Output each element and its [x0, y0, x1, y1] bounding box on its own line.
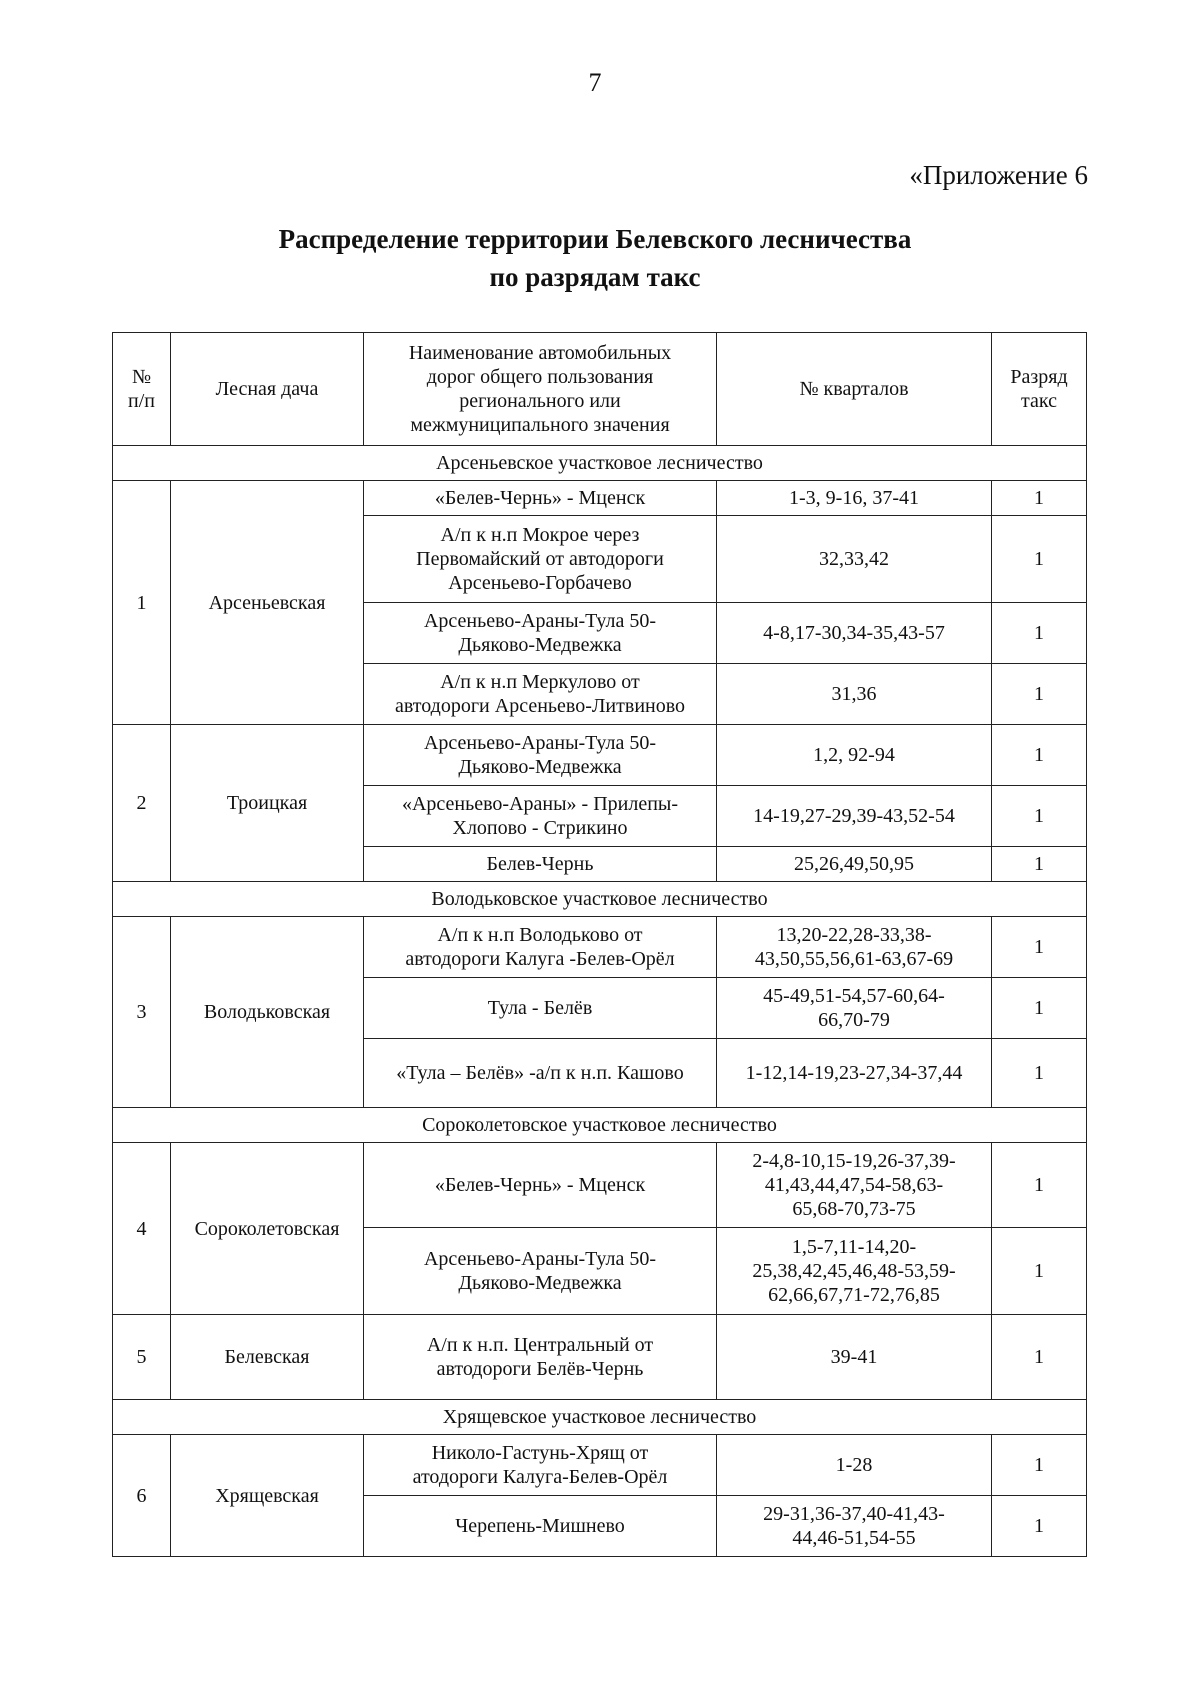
section-title: Хрящевское участковое лесничество: [113, 1400, 1087, 1435]
header-forest-dacha: Лесная дача: [171, 333, 364, 446]
group-num: 5: [113, 1315, 171, 1400]
group-dacha: Хрящевская: [171, 1435, 364, 1557]
quarters-cell: 1-12,14-19,23-27,34-37,44: [717, 1039, 992, 1108]
rank-cell: 1: [992, 1496, 1087, 1557]
quarters-cell: 1-28: [717, 1435, 992, 1496]
group-num: 4: [113, 1143, 171, 1315]
road-cell: Николо-Гастунь-Хрящ от атодороги Калуга-Белев-Орёл: [364, 1435, 717, 1496]
rank-cell: 1: [992, 1435, 1087, 1496]
group-num: 6: [113, 1435, 171, 1557]
rank-cell: 1: [992, 978, 1087, 1039]
quarters-cell: 1,5-7,11-14,20- 25,38,42,45,46,48-53,59- 62,66,67,71-72,76,85: [717, 1228, 992, 1315]
road-cell: А/п к н.п Мокрое через Первомайский от автодороги Арсеньево-Горбачево: [364, 516, 717, 603]
document-title: [0, 220, 1190, 296]
quarters-cell: 1-3, 9-16, 37-41: [717, 481, 992, 516]
table-header-row: [113, 333, 1087, 446]
group-dacha: Арсеньевская: [171, 481, 364, 725]
road-cell: Черепень-Мишнево: [364, 1496, 717, 1557]
group-dacha: Володьковская: [171, 917, 364, 1108]
header-tax-rank: Разряд такс: [992, 333, 1087, 446]
section-row: [113, 882, 1087, 917]
section-row: [113, 1400, 1087, 1435]
title-line-2: по разрядам такс: [489, 262, 701, 292]
road-cell: А/п к н.п Володьково от автодороги Калуга -Белев-Орёл: [364, 917, 717, 978]
group-num: 2: [113, 725, 171, 882]
road-cell: «Белев-Чернь» - Мценск: [364, 1143, 717, 1228]
table-row: [113, 481, 1087, 516]
table-row: [113, 1315, 1087, 1400]
rank-cell: 1: [992, 1228, 1087, 1315]
section-row: [113, 1108, 1087, 1143]
road-cell: Арсеньево-Араны-Тула 50- Дьяково-Медвежка: [364, 725, 717, 786]
group-dacha: Троицкая: [171, 725, 364, 882]
header-quarters: № кварталов: [717, 333, 992, 446]
group-num: 3: [113, 917, 171, 1108]
road-cell: Арсеньево-Араны-Тула 50- Дьяково-Медвежка: [364, 603, 717, 664]
section-row: [113, 446, 1087, 481]
appendix-label: «Приложение 6: [909, 160, 1088, 190]
rank-cell: 1: [992, 481, 1087, 516]
group-dacha: Сороколетовская: [171, 1143, 364, 1315]
quarters-cell: 13,20-22,28-33,38- 43,50,55,56,61-63,67-69: [717, 917, 992, 978]
rank-cell: 1: [992, 1143, 1087, 1228]
header-num: № п/п: [113, 333, 171, 446]
section-title: Володьковское участковое лесничество: [113, 882, 1087, 917]
section-title: Сороколетовское участковое лесничество: [113, 1108, 1087, 1143]
rank-cell: 1: [992, 1039, 1087, 1108]
road-cell: А/п к н.п. Центральный от автодороги Белёв-Чернь: [364, 1315, 717, 1400]
quarters-cell: 14-19,27-29,39-43,52-54: [717, 786, 992, 847]
road-cell: «Тула – Белёв» -а/п к н.п. Кашово: [364, 1039, 717, 1108]
table-row: [113, 1143, 1087, 1228]
road-cell: Тула - Белёв: [364, 978, 717, 1039]
tax-rank-table: [112, 332, 1087, 1557]
road-cell: Белев-Чернь: [364, 847, 717, 882]
title-line-1: Распределение территории Белевского лесничества: [278, 224, 912, 254]
group-dacha: Белевская: [171, 1315, 364, 1400]
quarters-cell: 2-4,8-10,15-19,26-37,39- 41,43,44,47,54-58,63- 65,68-70,73-75: [717, 1143, 992, 1228]
quarters-cell: 4-8,17-30,34-35,43-57: [717, 603, 992, 664]
rank-cell: 1: [992, 664, 1087, 725]
rank-cell: 1: [992, 1315, 1087, 1400]
rank-cell: 1: [992, 786, 1087, 847]
quarters-cell: 25,26,49,50,95: [717, 847, 992, 882]
quarters-cell: 39-41: [717, 1315, 992, 1400]
quarters-cell: 31,36: [717, 664, 992, 725]
rank-cell: 1: [992, 847, 1087, 882]
road-cell: «Арсеньево-Араны» - Прилепы- Хлопово - Стрикино: [364, 786, 717, 847]
quarters-cell: 1,2, 92-94: [717, 725, 992, 786]
group-num: 1: [113, 481, 171, 725]
road-cell: «Белев-Чернь» - Мценск: [364, 481, 717, 516]
road-cell: Арсеньево-Араны-Тула 50- Дьяково-Медвежка: [364, 1228, 717, 1315]
section-title: Арсеньевское участковое лесничество: [113, 446, 1087, 481]
quarters-cell: 45-49,51-54,57-60,64- 66,70-79: [717, 978, 992, 1039]
quarters-cell: 32,33,42: [717, 516, 992, 603]
table-row: [113, 1435, 1087, 1496]
header-road-name: Наименование автомобильных дорог общего пользования регионального или межмуниципального значения: [364, 333, 717, 446]
road-cell: А/п к н.п Меркулово от автодороги Арсеньево-Литвиново: [364, 664, 717, 725]
rank-cell: 1: [992, 516, 1087, 603]
page-number: 7: [588, 68, 602, 97]
rank-cell: 1: [992, 725, 1087, 786]
table-row: [113, 725, 1087, 786]
rank-cell: 1: [992, 603, 1087, 664]
table-row: [113, 917, 1087, 978]
rank-cell: 1: [992, 917, 1087, 978]
quarters-cell: 29-31,36-37,40-41,43- 44,46-51,54-55: [717, 1496, 992, 1557]
